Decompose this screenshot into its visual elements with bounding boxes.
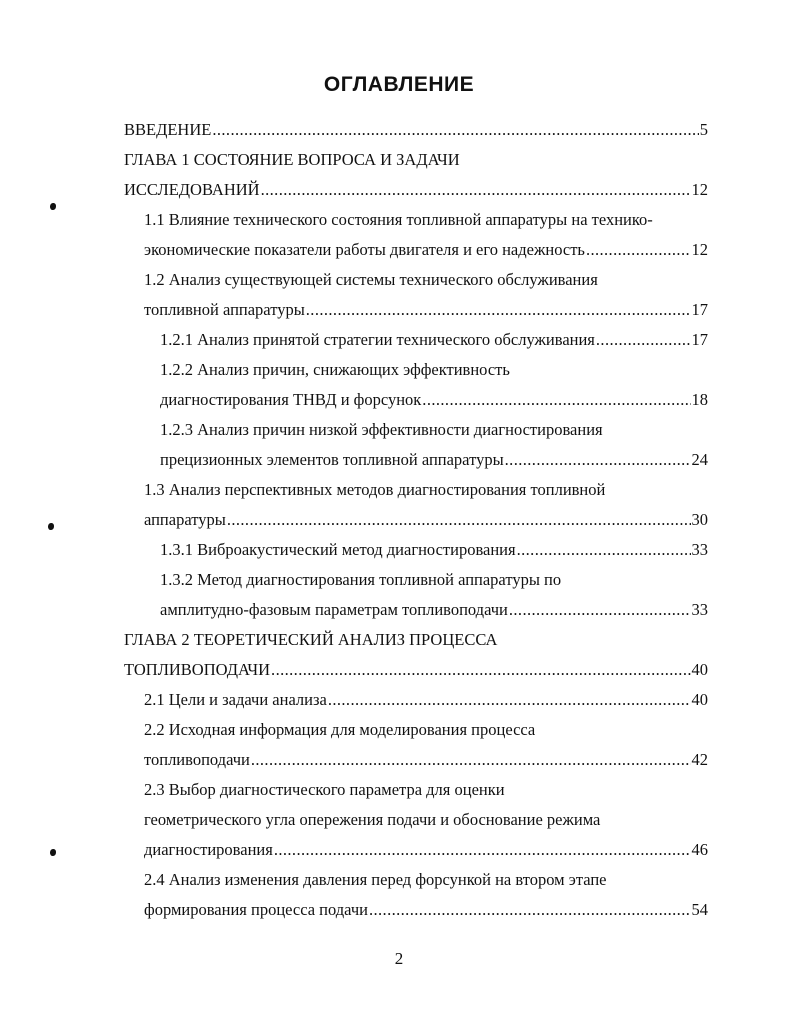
toc-entry-text: топливной аппаратуры — [144, 300, 305, 319]
toc-entry-text: ГЛАВА 1 СОСТОЯНИЕ ВОПРОСА И ЗАДАЧИ — [124, 150, 460, 169]
toc-entry-2-2-cont[interactable] — [144, 746, 708, 774]
toc-entry-1-2-3[interactable] — [160, 416, 708, 444]
scan-mark — [50, 203, 56, 210]
toc-page-number: 24 — [691, 450, 708, 469]
toc-entry-1-2-3-cont[interactable] — [160, 446, 708, 474]
toc-entry-chapter-1-cont[interactable] — [124, 176, 708, 204]
toc-entry-2-4-cont[interactable] — [144, 896, 708, 924]
toc-entry-text: прецизионных элементов топливной аппаратуры — [160, 450, 504, 469]
toc-leader-dots — [306, 296, 691, 324]
toc-entry-text: 1.2.2 Анализ причин, снижающих эффективность — [160, 360, 510, 379]
toc-page-number: 40 — [691, 690, 708, 709]
toc-entry-2-3-cont[interactable] — [144, 806, 708, 834]
toc-entry-2-2[interactable] — [144, 716, 708, 744]
toc-page-number: 46 — [691, 840, 708, 859]
toc-entry-text: ВВЕДЕНИЕ — [124, 120, 212, 139]
toc-leader-dots — [509, 596, 691, 624]
toc-entry-chapter-2[interactable] — [124, 626, 708, 654]
toc-entry-text: топливоподачи — [144, 750, 250, 769]
page-title: ОГЛАВЛЕНИЕ — [323, 73, 475, 96]
toc-entry-1-3-2-cont[interactable] — [160, 596, 708, 624]
toc-entry-text: 1.2.3 Анализ причин низкой эффективности диагностирования — [160, 420, 603, 439]
toc-entry-1-2-2[interactable] — [160, 356, 708, 384]
toc-page-number: 33 — [691, 540, 708, 559]
toc-entry-text: 2.3 Выбор диагностического параметра для оценки — [144, 780, 505, 799]
toc-page-number: 40 — [691, 660, 708, 679]
toc-entry-1-2[interactable] — [144, 266, 708, 294]
toc-entry-text: экономические показатели работы двигателя и его надежность — [144, 240, 585, 259]
toc-entry-text: диагностирования — [144, 840, 273, 859]
toc-entry-1-3-2[interactable] — [160, 566, 708, 594]
toc-entry-text: 1.3.1 Виброакустический метод диагностирования — [160, 540, 516, 559]
toc-entry-1-3[interactable] — [144, 476, 708, 504]
toc-leader-dots — [212, 116, 698, 144]
toc-leader-dots — [227, 506, 691, 534]
toc-entry-text: 2.4 Анализ изменения давления перед форсункой на втором этапе — [144, 870, 607, 889]
toc-entry-text: диагностирования ТНВД и форсунок — [160, 390, 422, 409]
toc-entry-text: 1.2 Анализ существующей системы технического обслуживания — [144, 270, 598, 289]
toc-entry-1-2-2-cont[interactable] — [160, 386, 708, 414]
toc-leader-dots — [369, 896, 691, 924]
toc-entry-text: 1.1 Влияние технического состояния топливной аппаратуры на технико- — [144, 210, 653, 229]
toc-page-number: 12 — [691, 240, 708, 259]
scan-mark — [48, 523, 54, 530]
toc-leader-dots — [596, 326, 691, 354]
toc-entry-1-1-cont[interactable] — [144, 236, 708, 264]
toc-entry-1-3-cont[interactable] — [144, 506, 708, 534]
toc-entry-text: аппаратуры — [144, 510, 226, 529]
toc-page-number: 33 — [691, 600, 708, 619]
scan-mark — [50, 849, 56, 856]
toc-page-number: 17 — [691, 330, 708, 349]
toc-entry-text: формирования процесса подачи — [144, 900, 368, 919]
toc-entry-1-3-1[interactable] — [160, 536, 708, 564]
toc-entry-text: ГЛАВА 2 ТЕОРЕТИЧЕСКИЙ АНАЛИЗ ПРОЦЕССА — [124, 630, 498, 649]
toc-page-number: 54 — [691, 900, 708, 919]
toc-entry-text: геометрического угла опережения подачи и обоснование режима — [144, 810, 601, 829]
toc-entry-1-1[interactable] — [144, 206, 708, 234]
toc-page-number: 18 — [691, 390, 708, 409]
toc-entry-text: 1.3 Анализ перспективных методов диагностирования топливной — [144, 480, 606, 499]
toc-entry-text: 1.2.1 Анализ принятой стратегии технического обслуживания — [160, 330, 595, 349]
toc-entry-chapter-1[interactable] — [124, 146, 708, 174]
toc-entry-text: 1.3.2 Метод диагностирования топливной аппаратуры по — [160, 570, 562, 589]
toc-leader-dots — [505, 446, 691, 474]
toc-entry-text: ИССЛЕДОВАНИЙ — [124, 180, 260, 199]
toc-entry-text: ТОПЛИВОПОДАЧИ — [124, 660, 271, 679]
toc-entry-text: амплитудно-фазовым параметрам топливоподачи — [160, 600, 508, 619]
page-number: 2 — [394, 949, 404, 968]
toc-entry-1-2-1[interactable] — [160, 326, 708, 354]
toc-leader-dots — [328, 686, 691, 714]
toc-leader-dots — [422, 386, 690, 414]
toc-entry-2-4[interactable] — [144, 866, 708, 894]
toc-entry-1-2-cont[interactable] — [144, 296, 708, 324]
toc-leader-dots — [586, 236, 691, 264]
toc-leader-dots — [517, 536, 691, 564]
toc-page-number: 42 — [691, 750, 708, 769]
toc-entry-2-1[interactable] — [144, 686, 708, 714]
toc-entry-text: 2.2 Исходная информация для моделирования процесса — [144, 720, 536, 739]
toc-page-number: 5 — [699, 120, 708, 139]
toc-entry-introduction[interactable] — [124, 116, 708, 144]
toc-page-number: 17 — [691, 300, 708, 319]
toc-entry-text: 2.1 Цели и задачи анализа — [144, 690, 327, 709]
toc-leader-dots — [274, 836, 691, 864]
toc-entry-chapter-2-cont[interactable] — [124, 656, 708, 684]
toc-entry-2-3[interactable] — [144, 776, 708, 804]
toc-leader-dots — [261, 176, 691, 204]
toc-leader-dots — [251, 746, 691, 774]
toc-entry-2-3-cont2[interactable] — [144, 836, 708, 864]
toc-page-number: 12 — [691, 180, 708, 199]
toc-page-number: 30 — [691, 510, 708, 529]
toc-leader-dots — [271, 656, 690, 684]
